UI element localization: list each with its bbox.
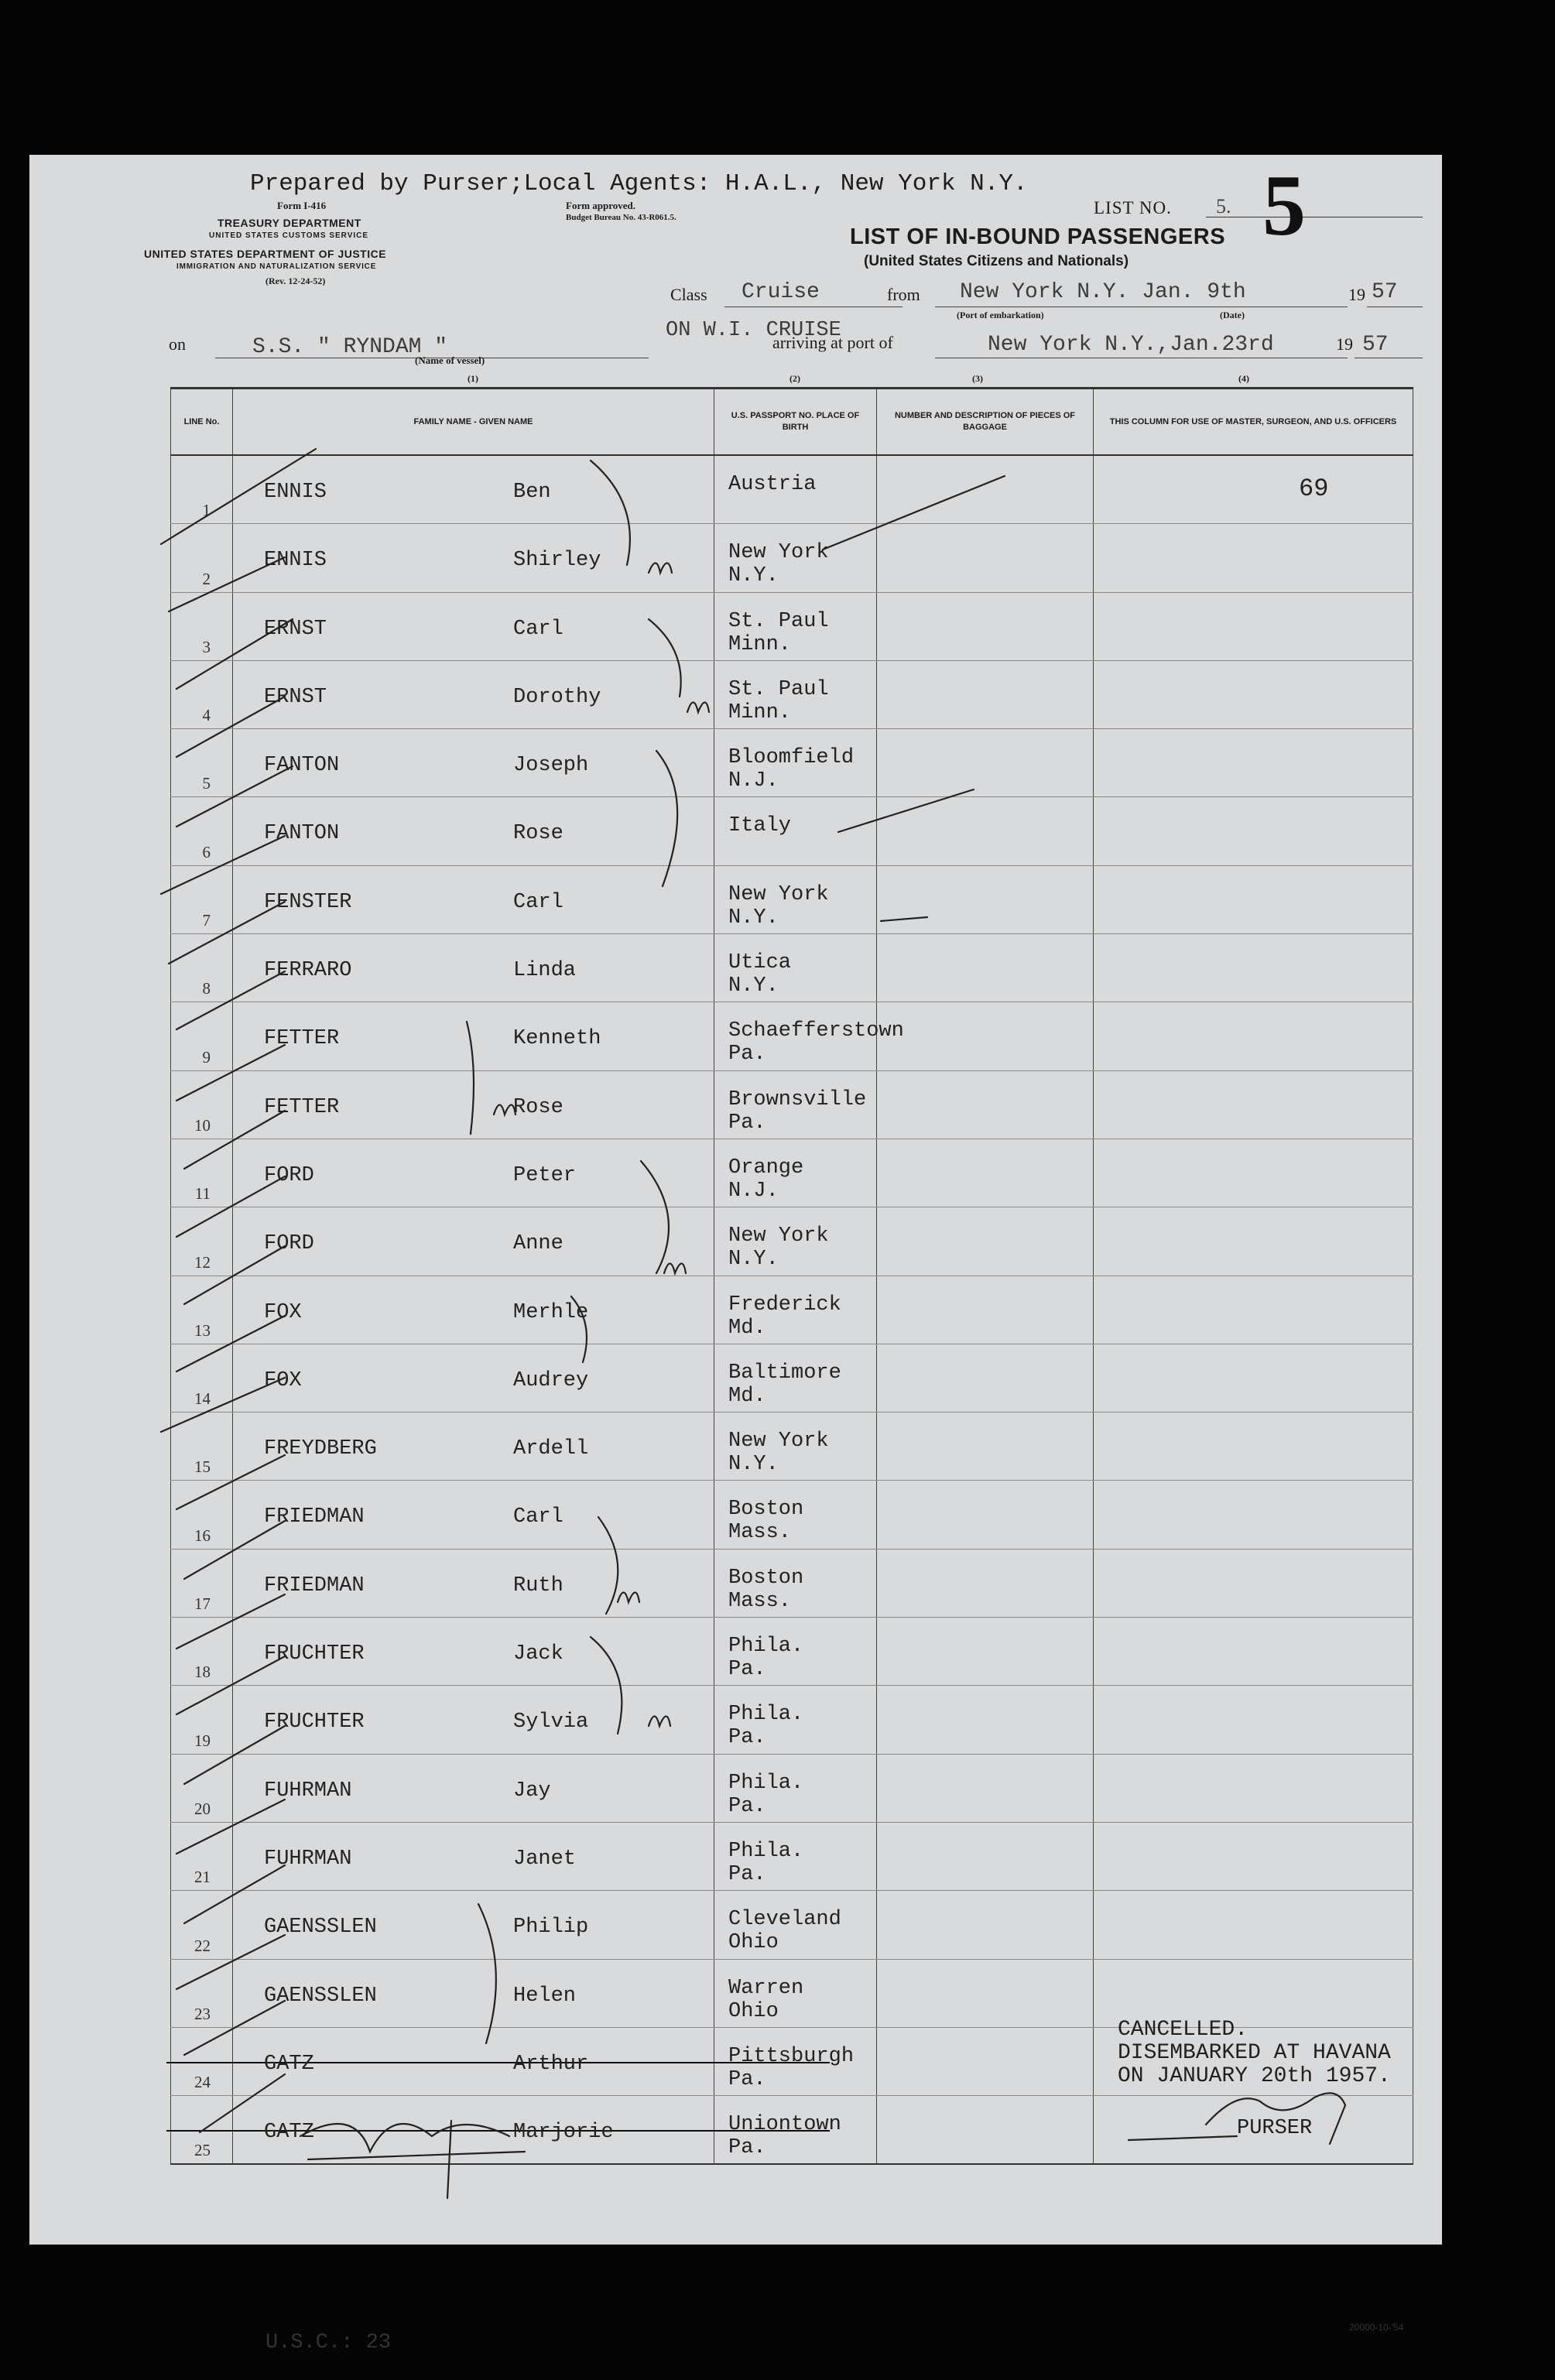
baggage-cell <box>877 797 1094 865</box>
table-row <box>171 1891 1413 1959</box>
name-cell <box>233 1822 714 1890</box>
cruise-note: ON W.I. CRUISE <box>666 319 841 342</box>
baggage-cell <box>877 1070 1094 1139</box>
line-number: 5 <box>202 774 211 793</box>
birthplace-cell <box>714 2027 877 2095</box>
birthplace-cell <box>714 1207 877 1276</box>
family-name: FOX <box>264 1368 302 1392</box>
column-number-1: (1) <box>468 373 478 384</box>
line-number: 13 <box>194 1320 211 1340</box>
baggage-cell <box>877 1959 1094 2027</box>
table-row <box>171 729 1413 797</box>
date-label: (Date) <box>1220 310 1245 320</box>
place-of-birth: Austria <box>728 473 817 496</box>
name-cell <box>233 592 714 660</box>
printed-form-number: 20000-10-'54 <box>1349 2322 1404 2333</box>
family-name: ERNST <box>264 685 327 709</box>
place-of-birth: St. Paul Minn. <box>728 609 829 656</box>
line-number: 2 <box>202 569 211 588</box>
line-number-cell <box>171 592 233 660</box>
place-of-birth: Utica N.Y. <box>728 951 792 998</box>
officer-cell <box>1094 1549 1413 1617</box>
baggage-cell <box>877 1344 1094 1412</box>
line-number-cell <box>171 1959 233 2027</box>
table-row <box>171 934 1413 1002</box>
line-number-cell <box>171 455 233 524</box>
form-number: Form I-416 <box>277 200 327 211</box>
baggage-cell <box>877 660 1094 728</box>
family-name: FRIEDMAN <box>264 1574 365 1598</box>
officer-cell <box>1094 1754 1413 1822</box>
line-number: 7 <box>202 911 211 930</box>
given-name: Rose <box>513 822 563 846</box>
place-of-birth: Italy <box>728 814 792 838</box>
baggage-cell <box>877 1686 1094 1754</box>
family-name: FRIEDMAN <box>264 1505 365 1529</box>
name-cell <box>233 1207 714 1276</box>
list-number-stamp: 5 <box>1262 158 1306 254</box>
prepared-by-line: Prepared by Purser;Local Agents: H.A.L., New York N.Y. <box>250 170 1028 197</box>
family-name: GAENSSLEN <box>264 1916 377 1940</box>
table-row <box>171 1413 1413 1481</box>
baggage-cell <box>877 934 1094 1002</box>
given-name: Jack <box>513 1642 563 1666</box>
from-label: from <box>887 285 920 304</box>
given-name: Carl <box>513 617 563 641</box>
birthplace-cell <box>714 1686 877 1754</box>
name-cell <box>233 660 714 728</box>
given-name: Carl <box>513 1505 563 1529</box>
birthplace-cell <box>714 729 877 797</box>
immigration-service: IMMIGRATION AND NATURALIZATION SERVICE <box>176 262 377 271</box>
birthplace-cell <box>714 1754 877 1822</box>
baggage-cell <box>877 1002 1094 1070</box>
table-header-row <box>171 389 1413 456</box>
place-of-birth: Schaefferstown Pa. <box>728 1019 904 1067</box>
place-of-birth: St. Paul Minn. <box>728 677 829 724</box>
name-cell <box>233 1891 714 1959</box>
baggage-cell <box>877 524 1094 592</box>
line-number: 20 <box>194 1799 211 1818</box>
name-cell <box>233 1139 714 1207</box>
arrival-value: New York N.Y.,Jan.23rd <box>988 333 1274 357</box>
name-cell <box>233 729 714 797</box>
table-row <box>171 865 1413 933</box>
officer-cell <box>1094 524 1413 592</box>
family-name: FOX <box>264 1300 302 1324</box>
line-number: 24 <box>194 2073 211 2092</box>
place-of-birth: Cleveland Ohio <box>728 1908 841 1955</box>
name-cell <box>233 455 714 524</box>
name-cell <box>233 1276 714 1344</box>
line-number: 21 <box>194 1868 211 1887</box>
line-number-cell <box>171 1344 233 1412</box>
line-number-cell <box>171 1618 233 1686</box>
header-baggage: NUMBER AND DESCRIPTION OF PIECES OF BAGGAGE <box>877 389 1094 456</box>
line-number: 19 <box>194 1731 211 1750</box>
line-number: 12 <box>194 1252 211 1272</box>
column-number-2: (2) <box>789 373 800 384</box>
place-of-birth: Pittsburgh Pa. <box>728 2044 855 2091</box>
family-name: FERRARO <box>264 959 352 983</box>
table-row <box>171 1207 1413 1276</box>
embarkation-value: New York N.Y. Jan. 9th <box>960 280 1246 304</box>
birthplace-cell <box>714 1549 877 1617</box>
officer-cell <box>1094 1481 1413 1549</box>
form-title: LIST OF IN-BOUND PASSENGERS <box>850 224 1226 249</box>
line-number-cell <box>171 1413 233 1481</box>
given-name: Janet <box>513 1847 577 1871</box>
year-prefix-2: 19 <box>1336 334 1353 354</box>
family-name: FRUCHTER <box>264 1642 365 1666</box>
name-cell <box>233 1754 714 1822</box>
line-number-cell <box>171 865 233 933</box>
line-number: 16 <box>194 1526 211 1545</box>
place-of-birth: Phila. Pa. <box>728 1839 804 1886</box>
name-cell <box>233 1002 714 1070</box>
arriving-label: arriving at port of <box>772 333 893 352</box>
justice-department: UNITED STATES DEPARTMENT OF JUSTICE <box>144 248 387 260</box>
name-cell <box>233 1070 714 1139</box>
family-name: FANTON <box>264 822 340 846</box>
baggage-cell <box>877 2027 1094 2095</box>
line-number: 15 <box>194 1457 211 1477</box>
line-number-cell <box>171 1207 233 1276</box>
place-of-birth: Baltimore Md. <box>728 1361 841 1408</box>
family-name: FENSTER <box>264 890 352 914</box>
table-row <box>171 1686 1413 1754</box>
given-name: Audrey <box>513 1368 589 1392</box>
table-row <box>171 592 1413 660</box>
birthplace-cell <box>714 2096 877 2165</box>
line-number: 22 <box>194 1936 211 1955</box>
table-row <box>171 1139 1413 1207</box>
officer-cell <box>1094 660 1413 728</box>
given-name: Marjorie <box>513 2121 614 2145</box>
officer-cell <box>1094 1207 1413 1276</box>
birthplace-cell <box>714 1891 877 1959</box>
family-name: FANTON <box>264 754 340 778</box>
officer-cell <box>1094 1822 1413 1890</box>
year-value-2: 57 <box>1362 333 1389 357</box>
line-number-cell <box>171 1002 233 1070</box>
family-name: GAENSSLEN <box>264 1984 377 2008</box>
baggage-cell <box>877 865 1094 933</box>
line-number-cell <box>171 1549 233 1617</box>
given-name: Ardell <box>513 1437 589 1461</box>
family-name: ENNIS <box>264 481 327 504</box>
line-number: 9 <box>202 1047 211 1067</box>
given-name: Peter <box>513 1163 577 1187</box>
line-number-cell <box>171 1481 233 1549</box>
birthplace-cell <box>714 934 877 1002</box>
birthplace-cell <box>714 1959 877 2027</box>
line-number-cell <box>171 797 233 865</box>
line-number-cell <box>171 1276 233 1344</box>
line-number: 17 <box>194 1594 211 1614</box>
line-number-cell <box>171 1822 233 1890</box>
place-of-birth: Bloomfield N.J. <box>728 746 855 793</box>
table-row <box>171 1549 1413 1617</box>
line-number: 8 <box>202 979 211 998</box>
line-number: 25 <box>194 2141 211 2160</box>
birthplace-cell <box>714 1481 877 1549</box>
name-cell <box>233 865 714 933</box>
usc-count: U.S.C.: 23 <box>265 2331 392 2354</box>
table-row <box>171 1070 1413 1139</box>
birthplace-cell <box>714 1139 877 1207</box>
officer-cell <box>1094 797 1413 865</box>
name-cell <box>233 1959 714 2027</box>
year-prefix-1: 19 <box>1348 285 1365 304</box>
place-of-birth: Uniontown Pa. <box>728 2113 841 2160</box>
table-row <box>171 2096 1413 2165</box>
given-name: Shirley <box>513 549 601 573</box>
given-name: Sylvia <box>513 1711 589 1734</box>
place-of-birth: Brownsville Pa. <box>728 1087 867 1135</box>
line-number: 23 <box>194 2004 211 2023</box>
table-row <box>171 1002 1413 1070</box>
given-name: Ruth <box>513 1574 563 1598</box>
officer-cell <box>1094 1070 1413 1139</box>
officer-cell <box>1094 729 1413 797</box>
class-value: Cruise <box>742 280 820 304</box>
birthplace-cell <box>714 1070 877 1139</box>
given-name: Anne <box>513 1232 563 1256</box>
family-name: FETTER <box>264 1095 340 1119</box>
given-name: Philip <box>513 1916 589 1940</box>
officer-cell <box>1094 1344 1413 1412</box>
treasury-department: TREASURY DEPARTMENT <box>217 217 361 229</box>
baggage-cell <box>877 1891 1094 1959</box>
vessel-name: S.S. " RYNDAM " <box>252 335 448 359</box>
table-row <box>171 797 1413 865</box>
place-of-birth: Frederick Md. <box>728 1293 841 1340</box>
baggage-cell <box>877 1754 1094 1822</box>
header-officers-column: THIS COLUMN FOR USE OF MASTER, SURGEON, AND U.S. OFFICERS <box>1094 389 1413 456</box>
line-number-cell <box>171 729 233 797</box>
vessel-name-label: (Name of vessel) <box>415 354 485 366</box>
baggage-cell <box>877 1139 1094 1207</box>
place-of-birth: New York N.Y. <box>728 541 829 588</box>
customs-service: UNITED STATES CUSTOMS SERVICE <box>209 231 369 240</box>
birthplace-cell <box>714 524 877 592</box>
line-number-cell <box>171 1754 233 1822</box>
form-subtitle: (United States Citizens and Nationals) <box>864 253 1129 269</box>
family-name: ENNIS <box>264 549 327 573</box>
family-name: FETTER <box>264 1027 340 1051</box>
name-cell <box>233 2096 714 2165</box>
name-cell <box>233 1413 714 1481</box>
port-of-embarkation-label: (Port of embarkation) <box>957 310 1044 320</box>
baggage-cell <box>877 729 1094 797</box>
baggage-cell <box>877 592 1094 660</box>
given-name: Rose <box>513 1095 563 1119</box>
officer-note: 69 <box>1299 474 1329 503</box>
birthplace-cell <box>714 1822 877 1890</box>
year-underline-1 <box>1367 306 1423 307</box>
line-number-cell <box>171 1070 233 1139</box>
baggage-cell <box>877 1207 1094 1276</box>
given-name: Kenneth <box>513 1027 601 1051</box>
family-name: GATZ <box>264 2052 314 2076</box>
family-name: FORD <box>264 1232 314 1256</box>
class-label: Class <box>670 285 707 304</box>
form-approved: Form approved. <box>566 200 636 211</box>
place-of-birth: Phila. Pa. <box>728 1703 804 1750</box>
place-of-birth: New York N.Y. <box>728 882 829 930</box>
name-cell <box>233 2027 714 2095</box>
line-number-cell <box>171 934 233 1002</box>
baggage-cell <box>877 1481 1094 1549</box>
baggage-cell <box>877 1822 1094 1890</box>
header-passport-birthplace: U.S. PASSPORT NO. PLACE OF BIRTH <box>714 389 877 456</box>
baggage-cell <box>877 2096 1094 2165</box>
column-number-4: (4) <box>1238 373 1249 384</box>
given-name: Linda <box>513 959 577 983</box>
name-cell <box>233 1481 714 1549</box>
family-name: GATZ <box>264 2121 314 2145</box>
line-number: 10 <box>194 1115 211 1135</box>
line-number-cell <box>171 1139 233 1207</box>
place-of-birth: Phila. Pa. <box>728 1635 804 1682</box>
baggage-cell <box>877 455 1094 524</box>
table-row <box>171 455 1413 524</box>
family-name: FREYDBERG <box>264 1437 377 1461</box>
family-name: FUHRMAN <box>264 1847 352 1871</box>
officer-cell <box>1094 1139 1413 1207</box>
birthplace-cell <box>714 592 877 660</box>
officer-cell <box>1094 1618 1413 1686</box>
officer-cell <box>1094 1002 1413 1070</box>
officer-cell <box>1094 1413 1413 1481</box>
name-cell <box>233 1618 714 1686</box>
birthplace-cell <box>714 660 877 728</box>
given-name: Joseph <box>513 754 589 778</box>
birthplace-cell <box>714 865 877 933</box>
header-line-no: LINE No. <box>171 389 233 456</box>
table-row <box>171 524 1413 592</box>
table-row <box>171 1276 1413 1344</box>
place-of-birth: Boston Mass. <box>728 1498 804 1545</box>
given-name: Ben <box>513 481 551 504</box>
name-cell <box>233 524 714 592</box>
name-cell <box>233 1686 714 1754</box>
line-number: 14 <box>194 1389 211 1409</box>
line-number-cell <box>171 1891 233 1959</box>
given-name: Dorothy <box>513 685 601 709</box>
officer-cell <box>1094 455 1413 524</box>
from-underline <box>935 306 1348 307</box>
budget-bureau-number: Budget Bureau No. 43-R061.5. <box>566 213 676 222</box>
family-name: FORD <box>264 1163 314 1187</box>
officer-cell <box>1094 1686 1413 1754</box>
year-value-1: 57 <box>1372 280 1398 304</box>
place-of-birth: New York N.Y. <box>728 1430 829 1477</box>
line-number: 3 <box>202 637 211 656</box>
line-number-cell <box>171 660 233 728</box>
birthplace-cell <box>714 1618 877 1686</box>
line-number-cell <box>171 1686 233 1754</box>
on-label: on <box>169 334 186 354</box>
family-name: FRUCHTER <box>264 1711 365 1734</box>
line-number: 11 <box>194 1184 211 1204</box>
place-of-birth: Warren Ohio <box>728 1976 804 2023</box>
column-number-3: (3) <box>972 373 983 384</box>
family-name: ERNST <box>264 617 327 641</box>
place-of-birth: Boston Mass. <box>728 1566 804 1613</box>
baggage-cell <box>877 1549 1094 1617</box>
line-number: 4 <box>202 706 211 725</box>
place-of-birth: New York N.Y. <box>728 1224 829 1272</box>
table-row <box>171 1618 1413 1686</box>
header-name: FAMILY NAME - GIVEN NAME <box>233 389 714 456</box>
given-name: Carl <box>513 890 563 914</box>
birthplace-cell <box>714 1413 877 1481</box>
name-cell <box>233 797 714 865</box>
officer-cell <box>1094 934 1413 1002</box>
given-name: Jay <box>513 1779 551 1803</box>
officer-cell <box>1094 1891 1413 1959</box>
passenger-table <box>170 387 1413 2165</box>
given-name: Helen <box>513 1984 577 2008</box>
purser-label: PURSER <box>1237 2117 1313 2140</box>
table-row <box>171 660 1413 728</box>
name-cell <box>233 1549 714 1617</box>
table-row <box>171 1481 1413 1549</box>
officer-cell <box>1094 1276 1413 1344</box>
name-cell <box>233 1344 714 1412</box>
baggage-cell <box>877 1413 1094 1481</box>
birthplace-cell <box>714 1344 877 1412</box>
place-of-birth: Phila. Pa. <box>728 1771 804 1818</box>
baggage-cell <box>877 1618 1094 1686</box>
line-number-cell <box>171 524 233 592</box>
birthplace-cell <box>714 455 877 524</box>
table-row <box>171 1344 1413 1412</box>
table-row <box>171 1822 1413 1890</box>
birthplace-cell <box>714 797 877 865</box>
birthplace-cell <box>714 1002 904 1070</box>
birthplace-cell <box>714 1276 877 1344</box>
list-number-handwritten: 5. <box>1216 195 1231 217</box>
manifest-sheet <box>29 155 1442 2354</box>
revision-date: (Rev. 12-24-52) <box>265 276 326 286</box>
cancellation-note: CANCELLED. DISEMBARKED AT HAVANA ON JANUARY 20th 1957. <box>1118 2018 1391 2088</box>
list-number-label: LIST NO. <box>1094 198 1172 217</box>
line-number: 1 <box>202 501 211 520</box>
line-number: 6 <box>202 842 211 861</box>
place-of-birth: Orange N.J. <box>728 1156 804 1203</box>
baggage-cell <box>877 1276 1094 1344</box>
given-name: Arthur <box>513 2052 589 2076</box>
line-number: 18 <box>194 1663 211 1682</box>
table-row <box>171 1754 1413 1822</box>
officer-cell <box>1094 865 1413 933</box>
class-underline <box>724 306 903 307</box>
given-name: Merhle <box>513 1300 589 1324</box>
name-cell <box>233 934 714 1002</box>
officer-cell <box>1094 592 1413 660</box>
family-name: FUHRMAN <box>264 1779 352 1803</box>
